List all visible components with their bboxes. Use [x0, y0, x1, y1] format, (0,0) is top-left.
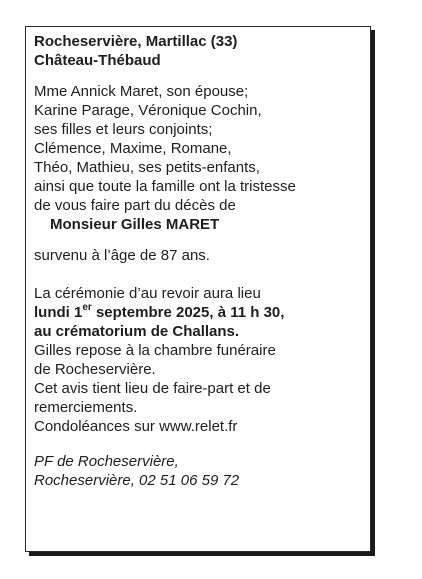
family-list — [34, 82, 364, 215]
ceremony-line: Gilles repose à la chambre funéraire — [34, 342, 276, 359]
ceremony-date-prefix: lundi 1 — [34, 304, 83, 321]
ceremony-line: de Rocheservière. — [34, 361, 156, 378]
ceremony-date — [34, 303, 364, 322]
family-line: Mme Annick Maret, son épouse; — [34, 83, 249, 100]
age-line: survenu à l’âge de 87 ans. — [34, 247, 210, 264]
family-line: Théo, Mathieu, ses petits-enfants, — [34, 159, 260, 176]
family-line: Clémence, Maxime, Romane, — [34, 140, 232, 157]
funeral-home-contact: Rocheservière, 02 51 06 59 72 — [34, 472, 240, 489]
family-line: ainsi que toute la famille ont la tristesse — [34, 178, 296, 195]
deceased-name: Monsieur Gilles MARET — [50, 216, 220, 233]
family-line: ses filles et leurs conjoints; — [34, 121, 213, 138]
condolences-line: Condoléances sur www.relet.fr — [34, 418, 238, 435]
location-line-1: Rocheservière, Martillac (33) — [34, 33, 238, 50]
ceremony-date-suffix: septembre 2025, à 11 h 30, — [91, 304, 285, 321]
ceremony-line: Cet avis tient lieu de faire-part et de — [34, 380, 271, 397]
ceremony-line: remerciements. — [34, 399, 138, 416]
family-line: Karine Parage, Véronique Cochin, — [34, 102, 262, 119]
ceremony-intro: La cérémonie d’au revoir aura lieu — [34, 285, 261, 302]
funeral-home — [34, 452, 364, 490]
ceremony-date-ordinal: er — [82, 302, 92, 313]
ceremony-block — [34, 284, 364, 436]
obituary-content — [34, 32, 364, 490]
funeral-home-name: PF de Rocheservière, — [34, 453, 179, 470]
location-line-2: Château-Thébaud — [34, 52, 161, 69]
family-line: de vous faire part du décès de — [34, 197, 236, 214]
ceremony-place: au crématorium de Challans. — [34, 323, 240, 340]
